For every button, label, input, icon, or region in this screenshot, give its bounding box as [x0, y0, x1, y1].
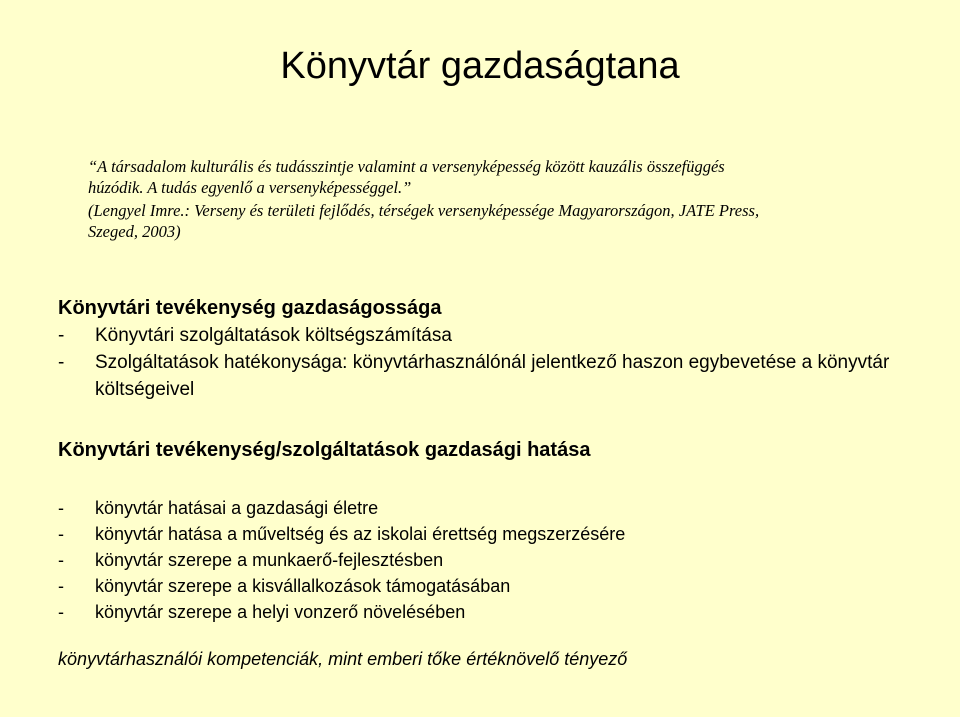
list-item — [58, 599, 918, 625]
section-heading: Könyvtári tevékenység gazdaságossága — [58, 297, 442, 319]
list-item — [58, 495, 918, 521]
list-dash: - — [58, 576, 64, 596]
list-item — [58, 573, 918, 599]
list-dash: - — [58, 498, 64, 518]
list-item-text: Könyvtári szolgáltatások költségszámítása — [95, 325, 452, 346]
section-impact-list — [58, 495, 918, 625]
list-item-text: könyvtár hatása a műveltség és az iskolai érettség megszerzésére — [95, 524, 626, 544]
list-dash: - — [58, 352, 65, 373]
section-economy — [58, 295, 918, 403]
quote-line: “A társadalom kulturális és tudásszintje valamint a versenyképesség között kauzális összefüggés — [88, 157, 725, 176]
slide-title: Könyvtár gazdaságtana — [280, 45, 680, 87]
quote-line: húzódik. A tudás egyenlő a versenyképességgel.” — [88, 178, 412, 197]
list-item-text: könyvtár szerepe a munkaerő-fejlesztésben — [95, 550, 444, 570]
quote-block — [88, 156, 828, 242]
reference-line: Szeged, 2003) — [88, 222, 181, 241]
list-dash: - — [58, 602, 64, 622]
list-item-text: könyvtár szerepe a helyi vonzerő növelésében — [95, 602, 466, 622]
list-item — [58, 322, 918, 349]
list-item — [58, 521, 918, 547]
list-item — [58, 349, 918, 403]
footer-statement: könyvtárhasználói kompetenciák, mint emberi tőke értéknövelő tényező — [58, 649, 628, 669]
reference-line: (Lengyel Imre.: Verseny és területi fejlődés, térségek versenyképessége Magyarországon, JATE Press, — [88, 201, 760, 220]
list-item-text: könyvtár hatásai a gazdasági életre — [95, 498, 379, 518]
list-dash: - — [58, 524, 64, 544]
section-heading: Könyvtári tevékenység/szolgáltatások gazdasági hatása — [58, 439, 591, 461]
list-dash: - — [58, 550, 64, 570]
section-impact-heading — [58, 437, 918, 464]
list-dash: - — [58, 325, 65, 346]
list-item-text: Szolgáltatások hatékonysága: könyvtárhasználónál jelentkező haszon egybevetése a könyvtár költségeivel — [95, 352, 890, 400]
quote-reference — [88, 200, 828, 242]
list-item — [58, 547, 918, 573]
list-item-text: könyvtár szerepe a kisvállalkozások támogatásában — [95, 576, 511, 596]
